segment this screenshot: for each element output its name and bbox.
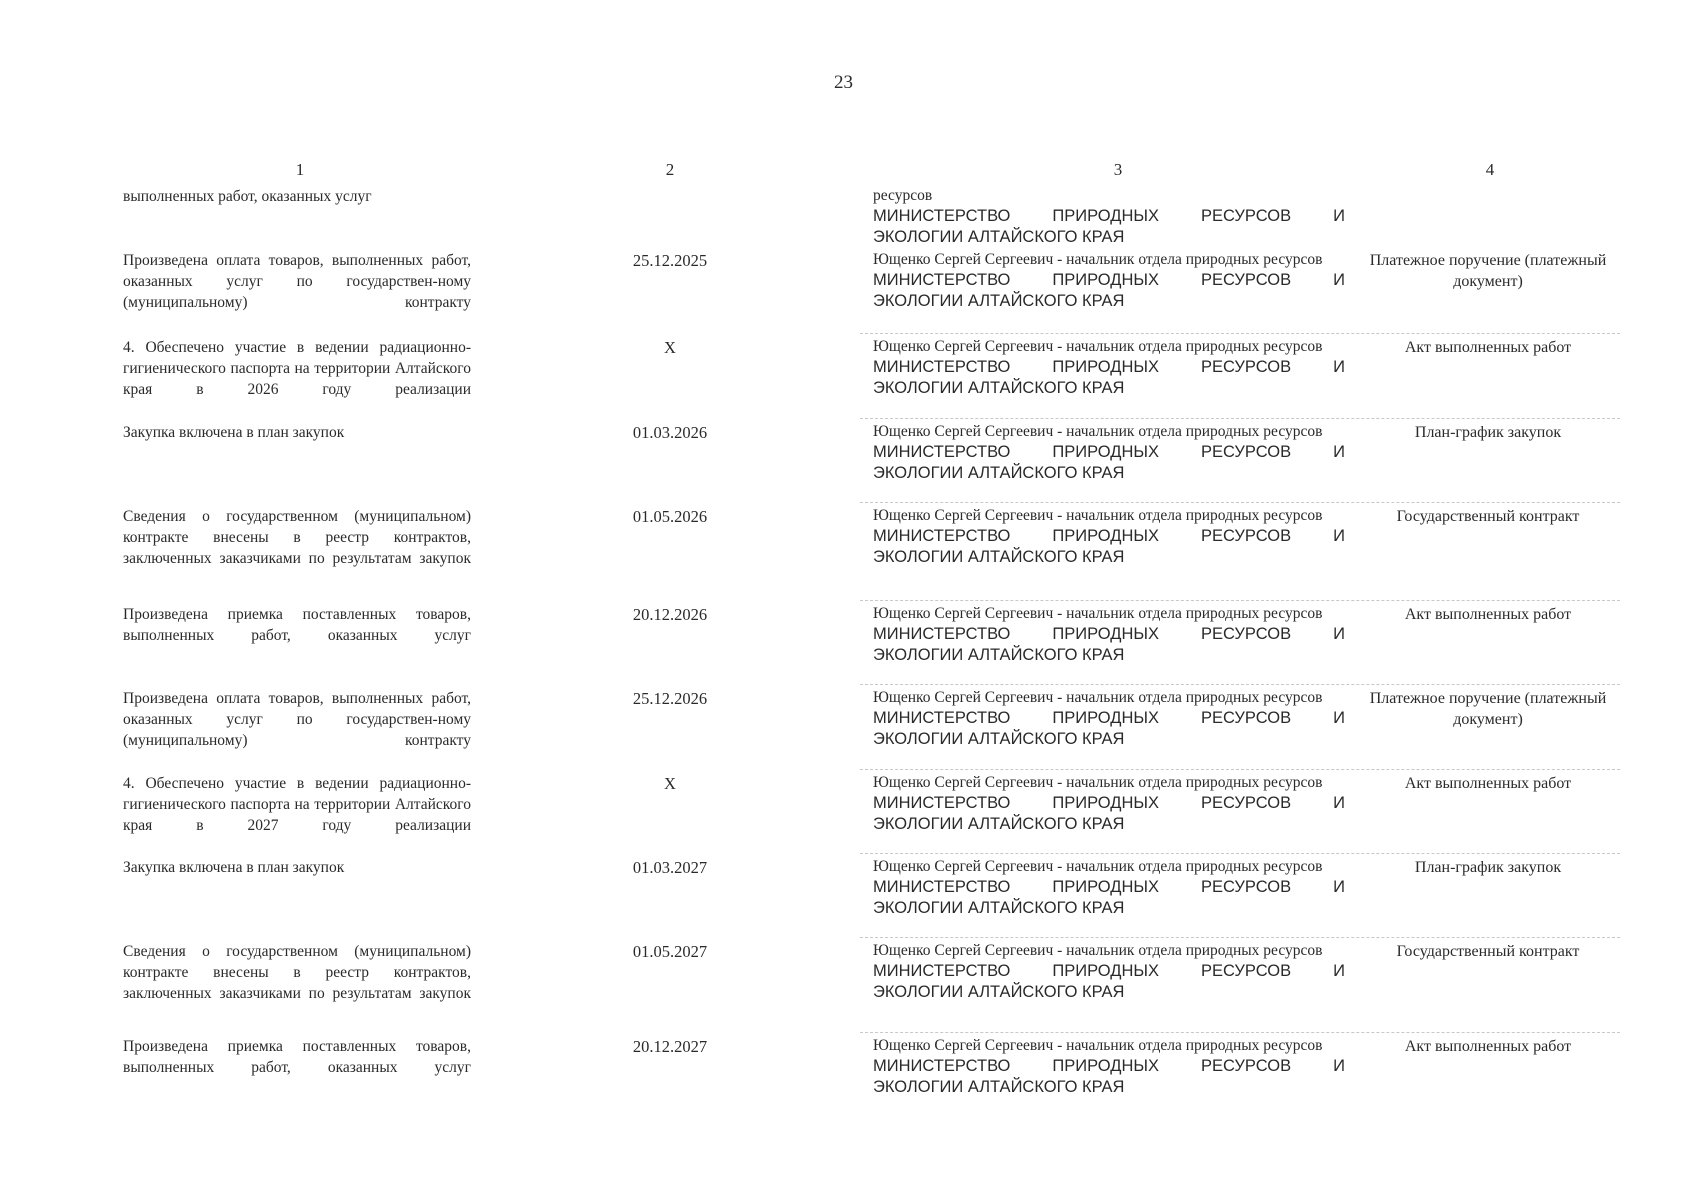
responsible-person: Ющенко Сергей Сергеевич - начальник отдела природных ресурсов [873,605,1323,622]
responsible-ministry [873,708,1345,750]
responsible-person: Ющенко Сергей Сергеевич - начальник отдела природных ресурсов [873,251,1323,268]
column-header-3: 3 [1113,160,1123,179]
row-document: Акт выполненных работ [1404,339,1572,356]
responsible-ministry [873,1056,1345,1098]
ministry-line-2: ЭКОЛОГИИ АЛТАЙСКОГО КРАЯ [873,292,1125,310]
row-date: 25.12.2025 [632,251,708,270]
ministry-line-1: МИНИСТЕРСТВО ПРИРОДНЫХ РЕСУРСОВ И [873,1057,1345,1075]
row-document: Государственный контракт [1396,943,1580,960]
row-responsible [873,941,1345,1003]
ministry-line-2: ЭКОЛОГИИ АЛТАЙСКОГО КРАЯ [873,899,1125,917]
row-responsible [873,604,1345,666]
ministry-line-1: МИНИСТЕРСТВО ПРИРОДНЫХ РЕСУРСОВ И [873,358,1345,376]
responsible-person: Ющенко Сергей Сергеевич - начальник отдела природных ресурсов [873,942,1323,959]
row-date: 01.03.2026 [632,423,708,442]
row-document: План-график закупок [1414,424,1562,441]
row-divider [860,1032,1620,1033]
row-divider [860,600,1620,601]
ministry-line-1: МИНИСТЕРСТВО ПРИРОДНЫХ РЕСУРСОВ И [873,625,1345,643]
ministry-line-1: МИНИСТЕРСТВО ПРИРОДНЫХ РЕСУРСОВ И [873,271,1345,289]
responsible-person: Ющенко Сергей Сергеевич - начальник отдела природных ресурсов [873,507,1323,524]
ministry-line-1: МИНИСТЕРСТВО ПРИРОДНЫХ РЕСУРСОВ И [873,443,1345,461]
row-document: План-график закупок [1414,859,1562,876]
row-date: 01.05.2026 [632,507,708,526]
responsible-person: Ющенко Сергей Сергеевич - начальник отдела природных ресурсов [873,774,1323,791]
ministry-line-1: МИНИСТЕРСТВО ПРИРОДНЫХ РЕСУРСОВ И [873,709,1345,727]
row-document: Платежное поручение (платежный документ) [1369,690,1607,728]
ministry-line-2: ЭКОЛОГИИ АЛТАЙСКОГО КРАЯ [873,646,1125,664]
ministry-line-2: ЭКОЛОГИИ АЛТАЙСКОГО КРАЯ [873,1078,1125,1096]
responsible-person: Ющенко Сергей Сергеевич - начальник отдела природных ресурсов [873,858,1323,875]
row-event: Произведена приемка поставленных товаров, выполненных работ, оказанных услуг [123,1038,471,1076]
ministry-line-1: МИНИСТЕРСТВО ПРИРОДНЫХ РЕСУРСОВ И [873,527,1345,545]
row-divider [860,684,1620,685]
ministry-line-1: МИНИСТЕРСТВО ПРИРОДНЫХ РЕСУРСОВ И [873,878,1345,896]
row-document: Платежное поручение (платежный документ) [1369,252,1607,290]
row-event: Закупка включена в план закупок [123,859,345,876]
responsible-ministry [873,877,1345,919]
responsible-ministry [873,442,1345,484]
row-event: Произведена приемка поставленных товаров, выполненных работ, оказанных услуг [123,606,471,644]
continued-event: выполненных работ, оказанных услуг [123,188,372,205]
row-event: Закупка включена в план закупок [123,424,345,441]
ministry-line-2: ЭКОЛОГИИ АЛТАЙСКОГО КРАЯ [873,983,1125,1001]
responsible-person: Ющенко Сергей Сергеевич - начальник отдела природных ресурсов [873,423,1323,440]
row-event: Сведения о государственном (муниципальном) контракте внесены в реестр контрактов, заключенных заказчиками по результатам закупок [123,508,471,567]
ministry-line-2: ЭКОЛОГИИ АЛТАЙСКОГО КРАЯ [873,548,1125,566]
ministry-line-2: ЭКОЛОГИИ АЛТАЙСКОГО КРАЯ [873,730,1125,748]
row-date: 01.03.2027 [632,858,708,877]
row-responsible [873,506,1345,568]
ministry-line-2: ЭКОЛОГИИ АЛТАЙСКОГО КРАЯ [873,815,1125,833]
column-header-4: 4 [1485,160,1495,179]
row-date: X [664,338,676,357]
ministry-line-2: ЭКОЛОГИИ АЛТАЙСКОГО КРАЯ [873,379,1125,397]
row-event: 4. Обеспечено участие в ведении радиационно-гигиенического паспорта на территории Алтайского края в 2027 году реализации [123,775,471,834]
responsible-ministry [873,793,1345,835]
row-divider [860,502,1620,503]
row-responsible [873,250,1345,312]
row-divider [860,418,1620,419]
continued-responsible [873,186,1345,248]
ministry-line-1: МИНИСТЕРСТВО ПРИРОДНЫХ РЕСУРСОВ И [873,207,1345,225]
ministry-line-2: ЭКОЛОГИИ АЛТАЙСКОГО КРАЯ [873,228,1125,246]
responsible-ministry [873,961,1345,1003]
column-header-1: 1 [295,160,305,179]
row-responsible [873,857,1345,919]
ministry-line-1: МИНИСТЕРСТВО ПРИРОДНЫХ РЕСУРСОВ И [873,794,1345,812]
responsible-person: Ющенко Сергей Сергеевич - начальник отдела природных ресурсов [873,338,1323,355]
row-date: 01.05.2027 [632,942,708,961]
continued-responsible-tail: ресурсов [873,187,933,204]
row-divider [860,937,1620,938]
row-event: Произведена оплата товаров, выполненных работ, оказанных услуг по государствен-ному (муниципальному) контракту [123,690,471,749]
column-header-2: 2 [665,160,675,179]
row-date: 20.12.2027 [632,1037,708,1056]
row-divider [860,333,1620,334]
row-event: 4. Обеспечено участие в ведении радиационно-гигиенического паспорта на территории Алтайского края в 2026 году реализации [123,339,471,398]
row-document: Акт выполненных работ [1404,775,1572,792]
row-responsible [873,422,1345,484]
responsible-person: Ющенко Сергей Сергеевич - начальник отдела природных ресурсов [873,1037,1323,1054]
row-date: 20.12.2026 [632,605,708,624]
row-responsible [873,337,1345,399]
continued-ministry [873,206,1345,248]
row-divider [860,853,1620,854]
responsible-ministry [873,526,1345,568]
row-responsible [873,688,1345,750]
row-date: X [664,774,676,793]
row-document: Акт выполненных работ [1404,606,1572,623]
row-event: Произведена оплата товаров, выполненных работ, оказанных услуг по государствен-ному (муниципальному) контракту [123,252,471,311]
row-responsible [873,773,1345,835]
responsible-person: Ющенко Сергей Сергеевич - начальник отдела природных ресурсов [873,689,1323,706]
page-number: 23 [834,72,853,93]
ministry-line-1: МИНИСТЕРСТВО ПРИРОДНЫХ РЕСУРСОВ И [873,962,1345,980]
responsible-ministry [873,270,1345,312]
row-event: Сведения о государственном (муниципальном) контракте внесены в реестр контрактов, заключенных заказчиками по результатам закупок [123,943,471,1002]
responsible-ministry [873,357,1345,399]
row-document: Акт выполненных работ [1404,1038,1572,1055]
row-divider [860,769,1620,770]
responsible-ministry [873,624,1345,666]
ministry-line-2: ЭКОЛОГИИ АЛТАЙСКОГО КРАЯ [873,464,1125,482]
row-date: 25.12.2026 [632,689,708,708]
row-responsible [873,1036,1345,1098]
row-document: Государственный контракт [1396,508,1580,525]
